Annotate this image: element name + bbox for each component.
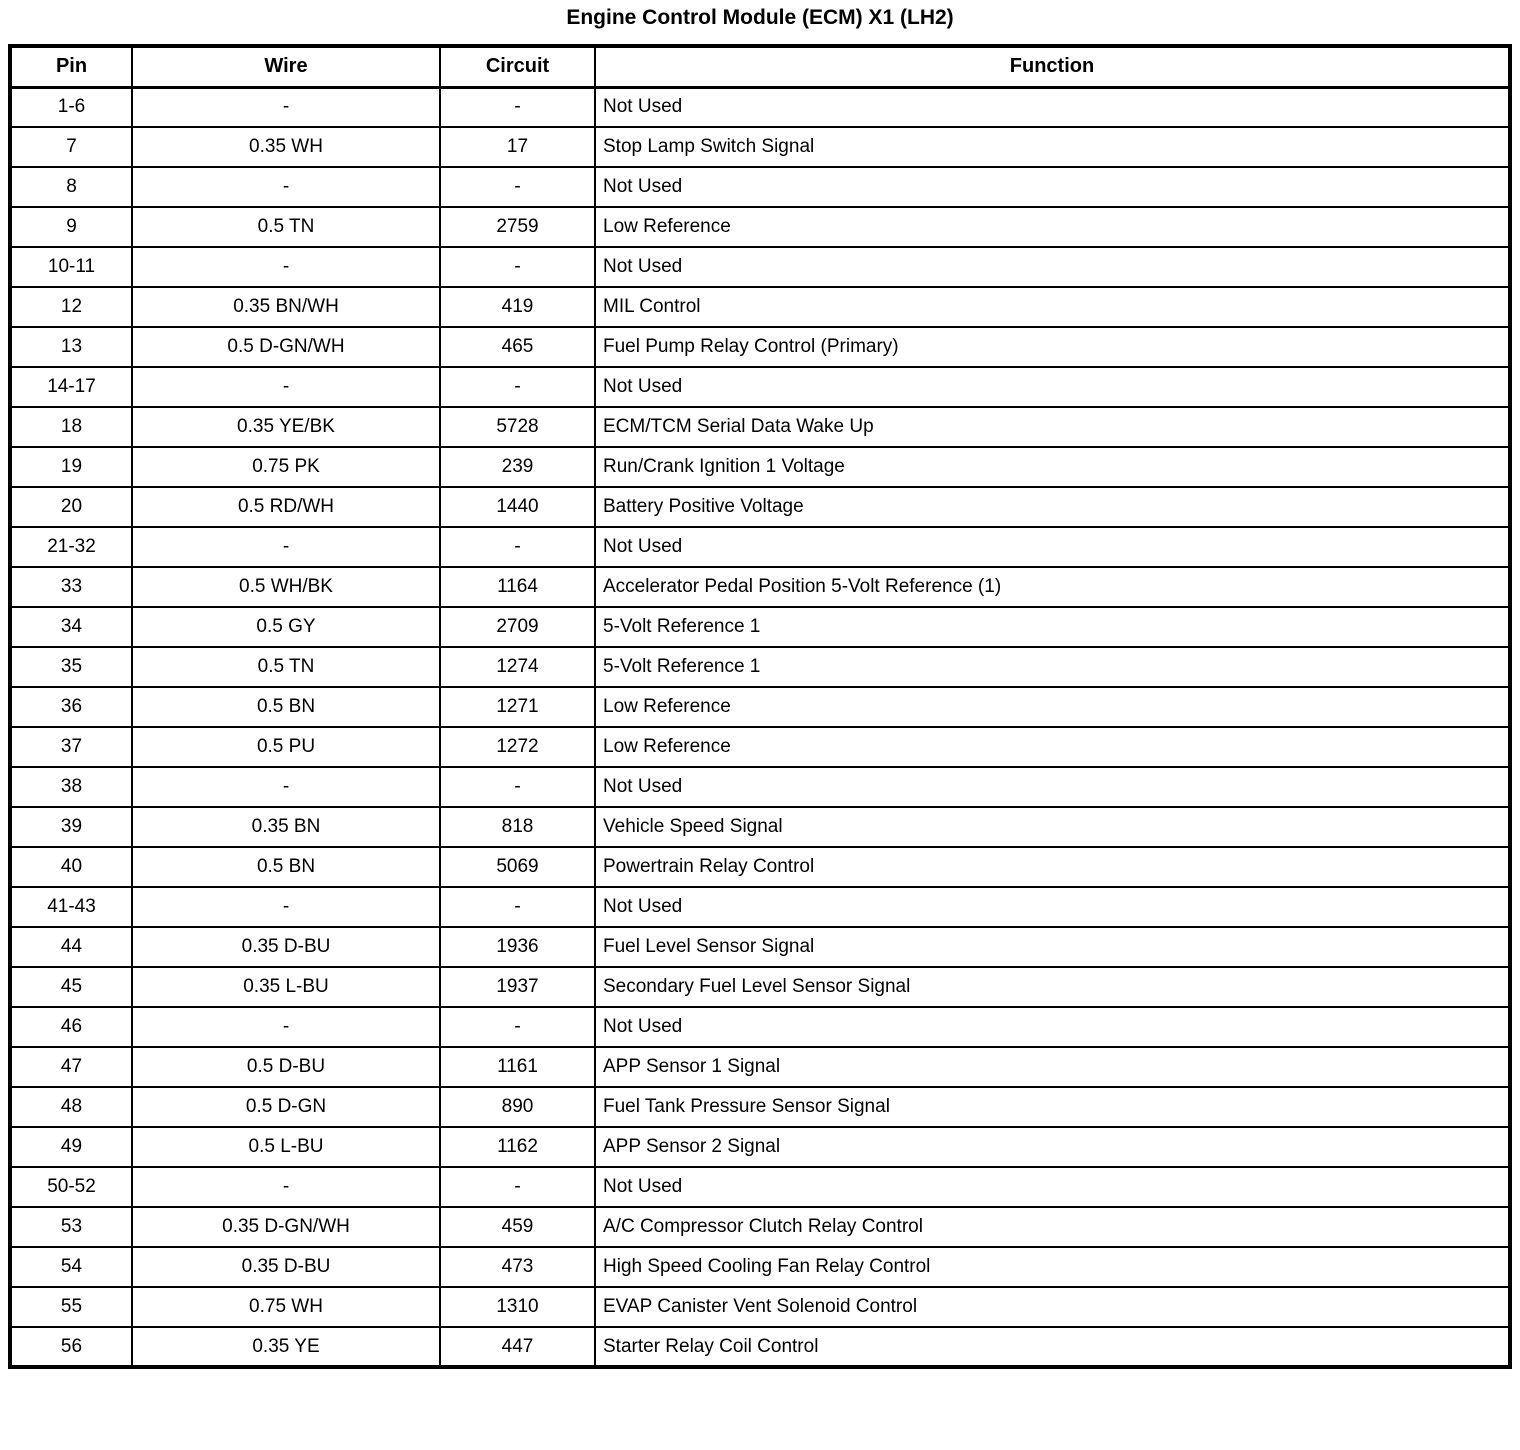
circuit-cell: 17	[440, 127, 595, 167]
column-header-pin: Pin	[10, 46, 132, 87]
wire-cell: -	[132, 1167, 440, 1207]
function-cell: 5-Volt Reference 1	[595, 607, 1510, 647]
wire-cell: -	[132, 527, 440, 567]
function-cell: Accelerator Pedal Position 5-Volt Reference (1)	[595, 567, 1510, 607]
wire-cell: 0.35 L-BU	[132, 967, 440, 1007]
header-row	[10, 46, 1510, 87]
function-cell: APP Sensor 1 Signal	[595, 1047, 1510, 1087]
wire-cell: 0.5 D-GN/WH	[132, 327, 440, 367]
wire-cell: -	[132, 767, 440, 807]
function-cell: Not Used	[595, 1167, 1510, 1207]
table-row	[10, 287, 1510, 327]
circuit-cell: 818	[440, 807, 595, 847]
wire-cell: 0.5 BN	[132, 847, 440, 887]
circuit-cell: -	[440, 367, 595, 407]
function-cell: Fuel Level Sensor Signal	[595, 927, 1510, 967]
function-cell: Not Used	[595, 367, 1510, 407]
table-row	[10, 1007, 1510, 1047]
wire-cell: 0.35 D-GN/WH	[132, 1207, 440, 1247]
wire-cell: 0.5 D-GN	[132, 1087, 440, 1127]
function-cell: Battery Positive Voltage	[595, 487, 1510, 527]
table-row	[10, 687, 1510, 727]
function-cell: Secondary Fuel Level Sensor Signal	[595, 967, 1510, 1007]
pin-cell: 45	[10, 967, 132, 1007]
function-cell: Not Used	[595, 87, 1510, 127]
circuit-cell: -	[440, 1007, 595, 1047]
pin-cell: 12	[10, 287, 132, 327]
wire-cell: 0.75 WH	[132, 1287, 440, 1327]
ecm-pinout-table	[8, 44, 1512, 1369]
circuit-cell: 459	[440, 1207, 595, 1247]
function-cell: ECM/TCM Serial Data Wake Up	[595, 407, 1510, 447]
circuit-cell: 890	[440, 1087, 595, 1127]
table-row	[10, 887, 1510, 927]
table-row	[10, 807, 1510, 847]
table-row	[10, 647, 1510, 687]
wire-cell: 0.35 D-BU	[132, 927, 440, 967]
circuit-cell: 5069	[440, 847, 595, 887]
wire-cell: -	[132, 1007, 440, 1047]
circuit-cell: -	[440, 887, 595, 927]
pin-cell: 41-43	[10, 887, 132, 927]
table-row	[10, 1087, 1510, 1127]
function-cell: Low Reference	[595, 687, 1510, 727]
pin-cell: 40	[10, 847, 132, 887]
function-cell: Fuel Pump Relay Control (Primary)	[595, 327, 1510, 367]
function-cell: Vehicle Speed Signal	[595, 807, 1510, 847]
circuit-cell: 5728	[440, 407, 595, 447]
circuit-cell: 1937	[440, 967, 595, 1007]
table-row	[10, 567, 1510, 607]
circuit-cell: 1271	[440, 687, 595, 727]
function-cell: A/C Compressor Clutch Relay Control	[595, 1207, 1510, 1247]
pin-cell: 7	[10, 127, 132, 167]
circuit-cell: 2709	[440, 607, 595, 647]
pin-cell: 49	[10, 1127, 132, 1167]
column-header-function: Function	[595, 46, 1510, 87]
wire-cell: 0.75 PK	[132, 447, 440, 487]
function-cell: Not Used	[595, 167, 1510, 207]
table-row	[10, 847, 1510, 887]
pin-cell: 48	[10, 1087, 132, 1127]
wire-cell: 0.5 GY	[132, 607, 440, 647]
table-row	[10, 127, 1510, 167]
pin-cell: 56	[10, 1327, 132, 1367]
function-cell: Run/Crank Ignition 1 Voltage	[595, 447, 1510, 487]
wire-cell: 0.5 PU	[132, 727, 440, 767]
wire-cell: 0.35 BN/WH	[132, 287, 440, 327]
wire-cell: 0.35 WH	[132, 127, 440, 167]
pin-cell: 54	[10, 1247, 132, 1287]
table-row	[10, 607, 1510, 647]
function-cell: Stop Lamp Switch Signal	[595, 127, 1510, 167]
pin-cell: 53	[10, 1207, 132, 1247]
table-row	[10, 1327, 1510, 1367]
circuit-cell: 447	[440, 1327, 595, 1367]
pin-cell: 21-32	[10, 527, 132, 567]
column-header-wire: Wire	[132, 46, 440, 87]
pin-cell: 14-17	[10, 367, 132, 407]
wire-cell: -	[132, 87, 440, 127]
function-cell: High Speed Cooling Fan Relay Control	[595, 1247, 1510, 1287]
pin-cell: 46	[10, 1007, 132, 1047]
circuit-cell: 419	[440, 287, 595, 327]
circuit-cell: 1164	[440, 567, 595, 607]
table-header	[10, 46, 1510, 87]
circuit-cell: 2759	[440, 207, 595, 247]
pin-cell: 33	[10, 567, 132, 607]
pin-cell: 18	[10, 407, 132, 447]
function-cell: MIL Control	[595, 287, 1510, 327]
pin-cell: 8	[10, 167, 132, 207]
circuit-cell: 1310	[440, 1287, 595, 1327]
circuit-cell: -	[440, 527, 595, 567]
table-row	[10, 527, 1510, 567]
circuit-cell: -	[440, 1167, 595, 1207]
wire-cell: 0.35 D-BU	[132, 1247, 440, 1287]
wire-cell: -	[132, 367, 440, 407]
table-row	[10, 327, 1510, 367]
pin-cell: 37	[10, 727, 132, 767]
pin-cell: 35	[10, 647, 132, 687]
function-cell: Not Used	[595, 887, 1510, 927]
function-cell: Starter Relay Coil Control	[595, 1327, 1510, 1367]
function-cell: Powertrain Relay Control	[595, 847, 1510, 887]
pin-cell: 13	[10, 327, 132, 367]
circuit-cell: 239	[440, 447, 595, 487]
wire-cell: 0.35 BN	[132, 807, 440, 847]
table-row	[10, 927, 1510, 967]
pin-cell: 1-6	[10, 87, 132, 127]
wire-cell: 0.35 YE/BK	[132, 407, 440, 447]
function-cell: Not Used	[595, 527, 1510, 567]
wire-cell: 0.5 WH/BK	[132, 567, 440, 607]
function-cell: Not Used	[595, 1007, 1510, 1047]
page-title: Engine Control Module (ECM) X1 (LH2)	[566, 6, 954, 29]
circuit-cell: 465	[440, 327, 595, 367]
pin-cell: 39	[10, 807, 132, 847]
table-row	[10, 207, 1510, 247]
table-body	[10, 87, 1510, 1367]
wire-cell: 0.35 YE	[132, 1327, 440, 1367]
circuit-cell: -	[440, 247, 595, 287]
circuit-cell: 1274	[440, 647, 595, 687]
table-row	[10, 447, 1510, 487]
pin-cell: 50-52	[10, 1167, 132, 1207]
function-cell: Fuel Tank Pressure Sensor Signal	[595, 1087, 1510, 1127]
wire-cell: -	[132, 247, 440, 287]
wire-cell: 0.5 RD/WH	[132, 487, 440, 527]
table-row	[10, 727, 1510, 767]
table-row	[10, 1207, 1510, 1247]
circuit-cell: 1272	[440, 727, 595, 767]
table-row	[10, 1287, 1510, 1327]
table-row	[10, 487, 1510, 527]
pin-cell: 19	[10, 447, 132, 487]
wire-cell: 0.5 TN	[132, 647, 440, 687]
circuit-cell: -	[440, 767, 595, 807]
table-row	[10, 167, 1510, 207]
column-header-circuit: Circuit	[440, 46, 595, 87]
function-cell: Not Used	[595, 767, 1510, 807]
circuit-cell: -	[440, 87, 595, 127]
table-row	[10, 1247, 1510, 1287]
function-cell: 5-Volt Reference 1	[595, 647, 1510, 687]
table-row	[10, 767, 1510, 807]
pin-cell: 36	[10, 687, 132, 727]
circuit-cell: 1162	[440, 1127, 595, 1167]
circuit-cell: 1161	[440, 1047, 595, 1087]
pin-cell: 38	[10, 767, 132, 807]
wire-cell: 0.5 TN	[132, 207, 440, 247]
table-row	[10, 407, 1510, 447]
table-row	[10, 87, 1510, 127]
table-row	[10, 967, 1510, 1007]
table-row	[10, 1047, 1510, 1087]
wire-cell: 0.5 L-BU	[132, 1127, 440, 1167]
wire-cell: 0.5 D-BU	[132, 1047, 440, 1087]
pin-cell: 9	[10, 207, 132, 247]
table-row	[10, 1167, 1510, 1207]
function-cell: EVAP Canister Vent Solenoid Control	[595, 1287, 1510, 1327]
table-row	[10, 367, 1510, 407]
wire-cell: -	[132, 167, 440, 207]
pin-cell: 34	[10, 607, 132, 647]
function-cell: Low Reference	[595, 207, 1510, 247]
pin-cell: 55	[10, 1287, 132, 1327]
pin-cell: 20	[10, 487, 132, 527]
table-row	[10, 1127, 1510, 1167]
wire-cell: -	[132, 887, 440, 927]
wire-cell: 0.5 BN	[132, 687, 440, 727]
circuit-cell: -	[440, 167, 595, 207]
pin-cell: 10-11	[10, 247, 132, 287]
function-cell: Low Reference	[595, 727, 1510, 767]
circuit-cell: 1440	[440, 487, 595, 527]
circuit-cell: 1936	[440, 927, 595, 967]
pin-cell: 44	[10, 927, 132, 967]
function-cell: APP Sensor 2 Signal	[595, 1127, 1510, 1167]
pin-cell: 47	[10, 1047, 132, 1087]
circuit-cell: 473	[440, 1247, 595, 1287]
table-row	[10, 247, 1510, 287]
function-cell: Not Used	[595, 247, 1510, 287]
